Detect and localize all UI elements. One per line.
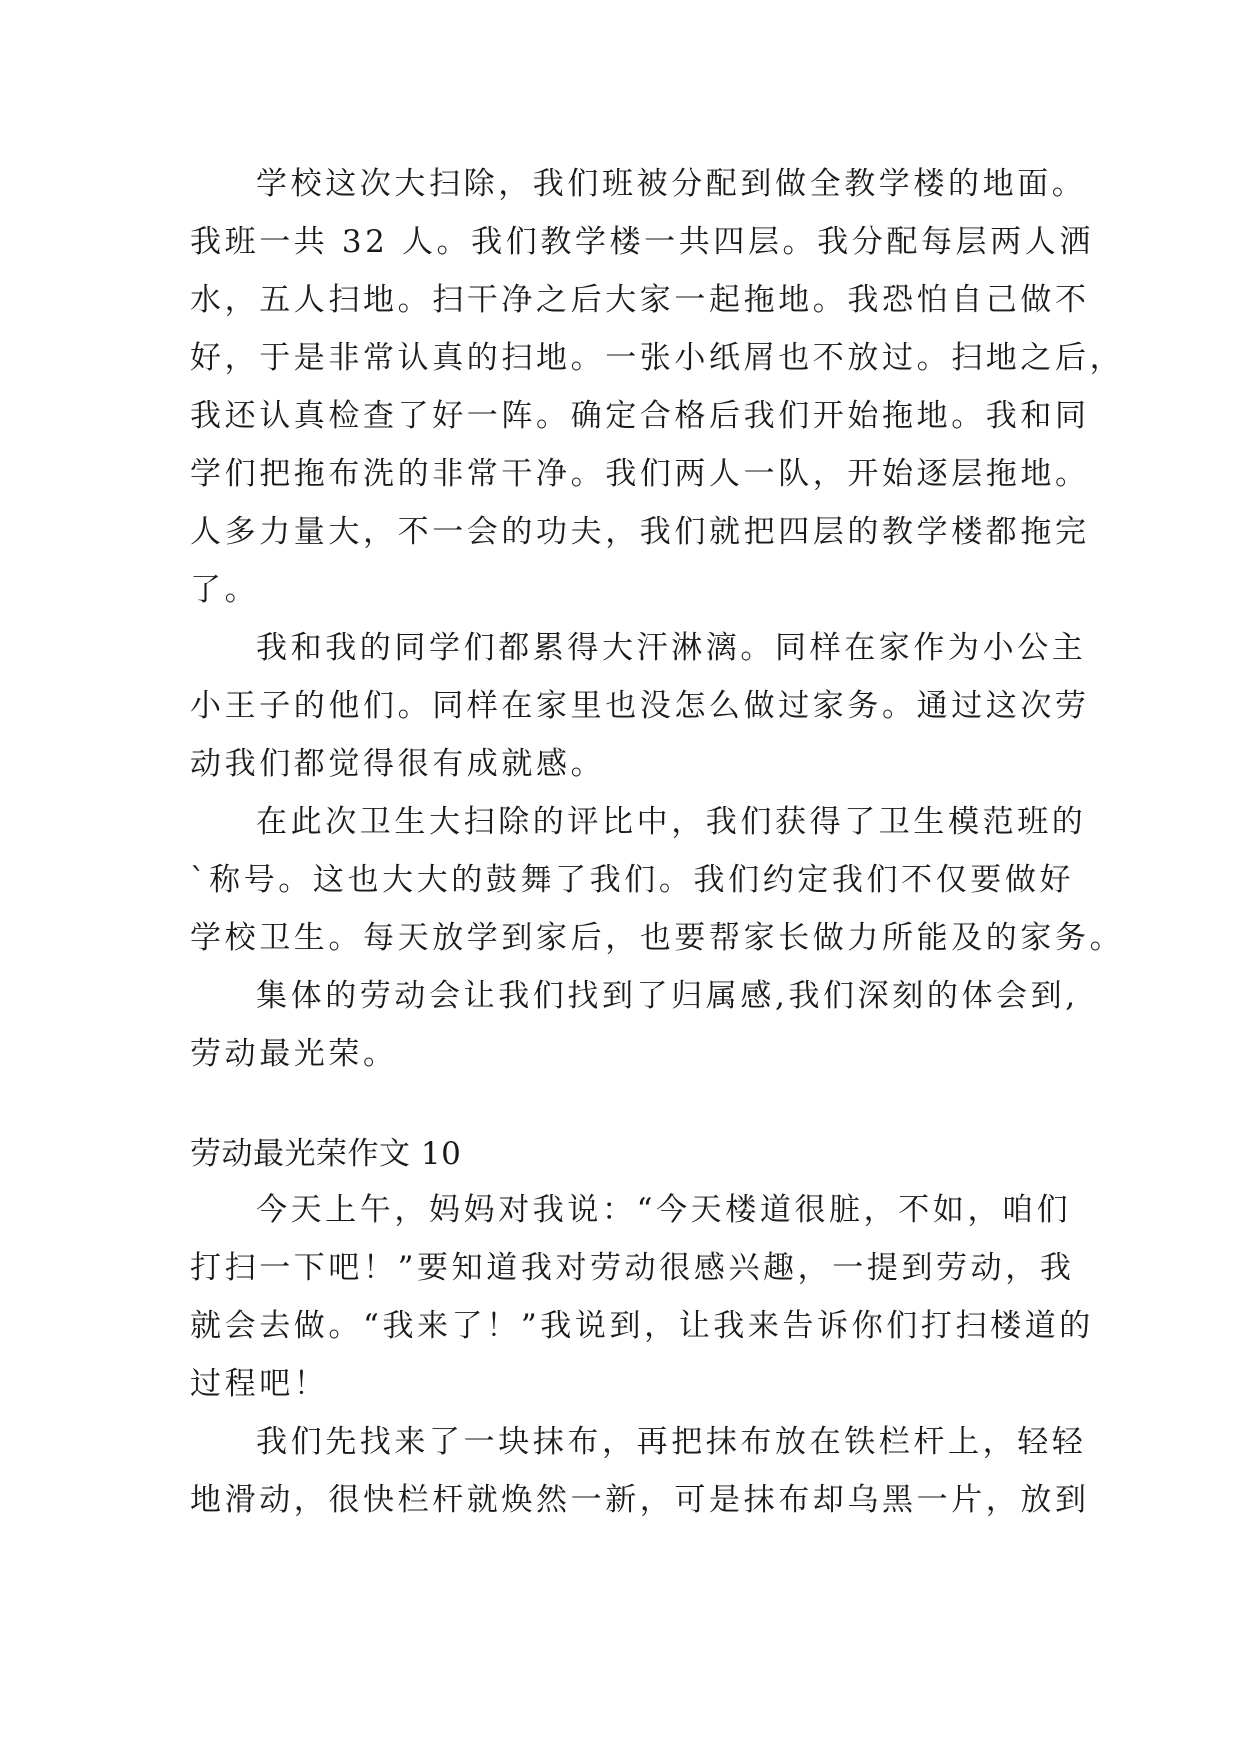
text-line: `称号。这也大大的鼓舞了我们。我们约定我们不仅要做好 — [190, 862, 1075, 898]
text-line: 我还认真检查了好一阵。确定合格后我们开始拖地。我和同 — [190, 398, 1090, 434]
text-line: 劳动最光荣。 — [190, 1036, 398, 1072]
text-line: 学校这次大扫除，我们班被分配到做全教学楼的地面。 — [256, 166, 1087, 202]
text-line: 人多力量大，不一会的功夫，我们就把四层的教学楼都拖完 — [190, 514, 1090, 550]
text-line: 地滑动，很快栏杆就焕然一新，可是抹布却乌黑一片，放到 — [190, 1482, 1090, 1518]
text-line: 在此次卫生大扫除的评比中，我们获得了卫生模范班的 — [256, 804, 1087, 840]
text-line: 学校卫生。每天放学到家后，也要帮家长做力所能及的家务。 — [190, 920, 1125, 956]
text-line: 了。 — [190, 572, 260, 608]
text-line: 集体的劳动会让我们找到了归属感,我们深刻的体会到, — [256, 978, 1079, 1014]
text-line: 今天上午，妈妈对我说：“今天楼道很脏，不如，咱们 — [256, 1192, 1072, 1228]
text-line: 过程吧！ — [190, 1366, 329, 1402]
text-line: 打扫一下吧！”要知道我对劳动很感兴趣，一提到劳动，我 — [190, 1250, 1075, 1286]
text-line: 我们先找来了一块抹布，再把抹布放在铁栏杆上，轻轻 — [256, 1424, 1087, 1460]
text-line: 好，于是非常认真的扫地。一张小纸屑也不放过。扫地之后， — [190, 340, 1125, 376]
text-line: 就会去做。“我来了！”我说到，让我来告诉你们打扫楼道的 — [190, 1308, 1094, 1344]
text-line: 水，五人扫地。扫干净之后大家一起拖地。我恐怕自己做不 — [190, 282, 1090, 318]
text-line: 学们把拖布洗的非常干净。我们两人一队，开始逐层拖地。 — [190, 456, 1090, 492]
text-line: 我班一共 32 人。我们教学楼一共四层。我分配每层两人洒 — [190, 224, 1094, 260]
text-line: 小王子的他们。同样在家里也没怎么做过家务。通过这次劳 — [190, 688, 1090, 724]
text-line: 动我们都觉得很有成就感。 — [190, 746, 606, 782]
essay-heading: 劳动最光荣作文 10 — [190, 1136, 462, 1172]
text-line: 我和我的同学们都累得大汗淋漓。同样在家作为小公主 — [256, 630, 1087, 666]
